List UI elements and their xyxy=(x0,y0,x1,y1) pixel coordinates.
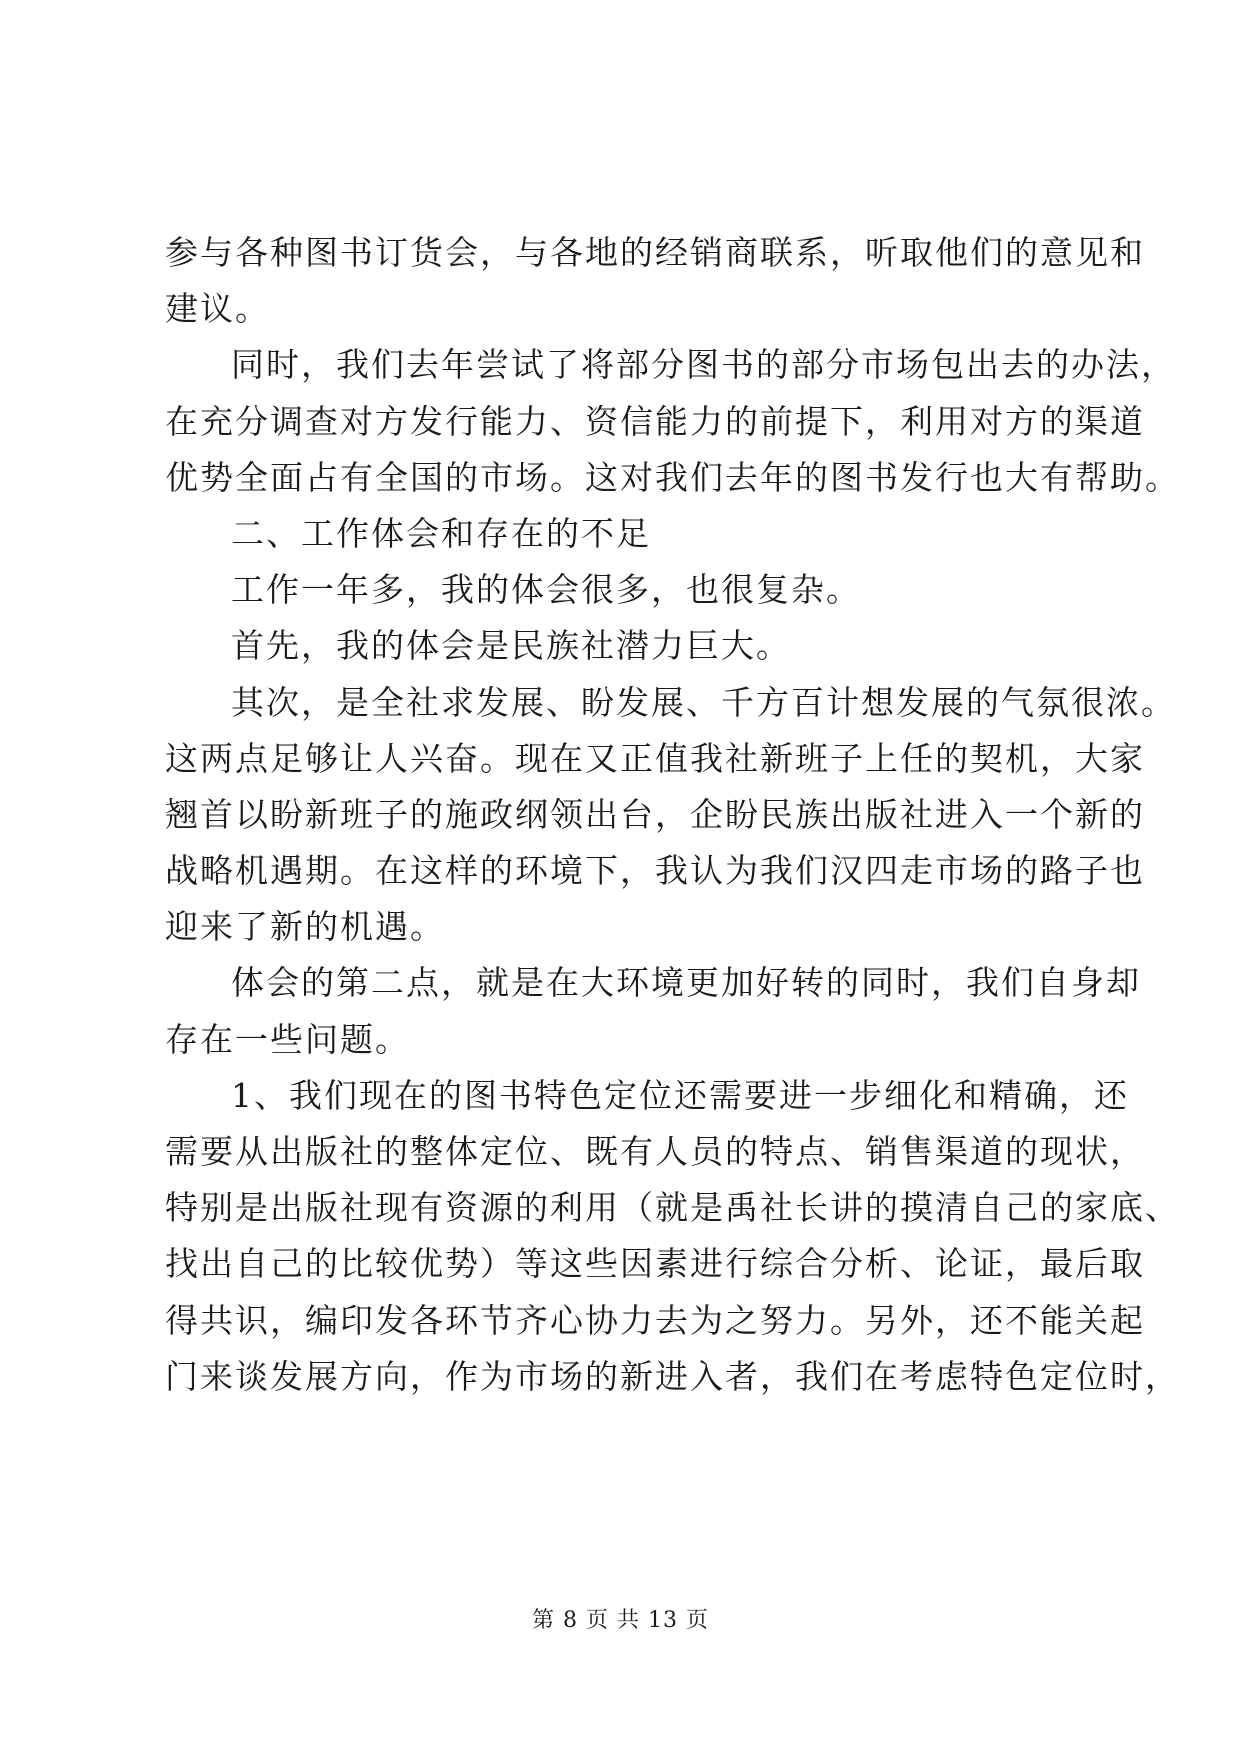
text-line: 找出自己的比较优势）等这些因素进行综合分析、论证，最后取 xyxy=(165,1244,1145,1284)
text-line: 迎来了新的机遇。 xyxy=(165,907,445,947)
text-line: 需要从出版社的整体定位、既有人员的特点、销售渠道的现状， xyxy=(165,1132,1145,1171)
text-line: 首先，我的体会是民族社潜力巨大。 xyxy=(231,626,791,666)
text-line: 1、我们现在的图书特色定位还需要进一步细化和精确，还 xyxy=(231,1075,1129,1115)
text-line: 建议。 xyxy=(165,289,270,329)
text-line: 翘首以盼新班子的施政纲领出台，企盼民族出版社进入一个新的 xyxy=(165,794,1145,834)
page-number-footer: 第 8 页 共 13 页 xyxy=(532,1608,709,1633)
text-line: 优势全面占有全国的市场。这对我们去年的图书发行也大有帮助。 xyxy=(165,457,1180,497)
text-line: 特别是出版社现有资源的利用（就是禹社长讲的摸清自己的家底、 xyxy=(165,1188,1180,1228)
text-line: 同时，我们去年尝试了将部分图书的部分市场包出去的办法， xyxy=(231,345,1176,385)
text-line: 其次，是全社求发展、盼发展、千方百计想发展的气氛很浓。 xyxy=(231,682,1176,722)
text-line: 存在一些问题。 xyxy=(165,1019,410,1059)
text-line: 二、工作体会和存在的不足 xyxy=(231,513,651,553)
text-line: 门来谈发展方向，作为市场的新进入者，我们在考虑特色定位时， xyxy=(165,1356,1180,1396)
body-text xyxy=(165,225,1180,1405)
text-line: 战略机遇期。在这样的环境下，我认为我们汉四走市场的路子也 xyxy=(165,851,1145,891)
text-line: 工作一年多，我的体会很多，也很复杂。 xyxy=(231,570,861,610)
text-line: 在充分调查对方发行能力、资信能力的前提下，利用对方的渠道 xyxy=(165,401,1145,441)
text-line: 得共识，编印发各环节齐心协力去为之努力。另外，还不能关起 xyxy=(165,1300,1145,1340)
text-line: 体会的第二点，就是在大环境更加好转的同时，我们自身却 xyxy=(231,963,1141,1003)
text-line: 参与各种图书订货会，与各地的经销商联系，听取他们的意见和 xyxy=(165,233,1145,272)
text-line: 这两点足够让人兴奋。现在又正值我社新班子上任的契机，大家 xyxy=(165,738,1145,778)
